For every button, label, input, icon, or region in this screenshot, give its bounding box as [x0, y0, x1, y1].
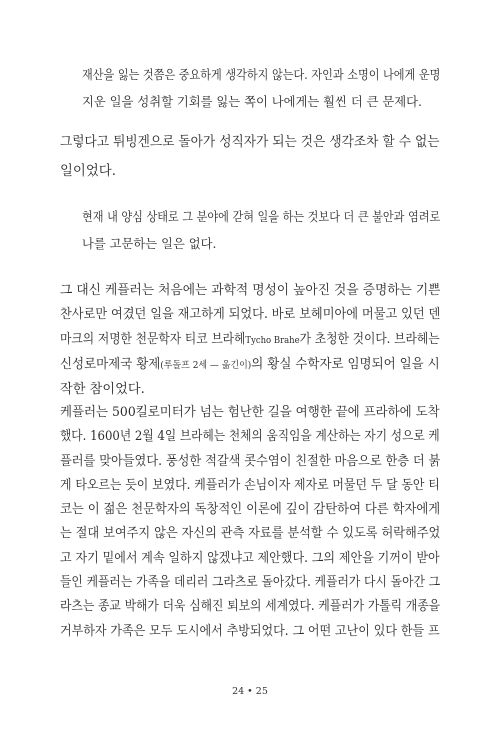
text-line — [60, 353, 462, 378]
line-text: 의 황실 수학자로 임명되어 일을 시 — [251, 356, 440, 372]
line-text: 신성로마제국 황제 — [60, 356, 161, 372]
text-line: 들인 케플러는 가족을 데리러 그라츠로 돌아갔다. 케플러가 다시 돌아간 그 — [60, 575, 441, 591]
line-text: 가 초청한 것이다. 브라헤는 — [299, 331, 440, 347]
text-line: 거부하자 가족은 모두 도시에서 추방되었다. 그 어떤 고난이 있다 한들 프 — [60, 623, 440, 639]
block-quote-1 — [82, 62, 477, 116]
text-line: 현재 내 양심 상태로 그 분야에 갇혀 일을 하는 것보다 더 큰 불안과 염려로 — [82, 210, 441, 224]
text-line: 게 타오르는 듯이 보였다. 케플러가 손님이자 제자로 머물던 두 달 동안 티 — [60, 477, 440, 493]
paragraph-1 — [60, 128, 461, 186]
text-line: 라츠는 종교 박해가 더욱 심해진 퇴보의 세계였다. 케플러가 가톨릭 개종을 — [60, 599, 441, 615]
text-line: 작한 참이었다. — [60, 382, 145, 398]
text-line: 재산을 잃는 것쯤은 중요하게 생각하지 않는다. 자인과 소명이 나에게 운명 — [82, 68, 441, 82]
text-line: 고 자기 밑에서 계속 일하지 않겠냐고 제안했다. 그의 제안을 기꺼이 받아 — [60, 550, 440, 566]
text-line — [60, 328, 440, 353]
page-number: 24 • 25 — [232, 686, 268, 697]
text-line: 했다. 1600년 2월 4일 브라헤는 천체의 움직임을 계산하는 자기 성으로 케 — [60, 429, 440, 445]
block-quote-2 — [82, 204, 477, 258]
text-line: 일이었다. — [60, 164, 116, 179]
text-line: 는 절대 보여주지 않은 자신의 관측 자료를 분석할 수 있도록 허락해주었 — [60, 526, 441, 542]
text-line: 케플러는 500킬로미터가 넘는 험난한 길을 여행한 끝에 프라하에 도착 — [60, 405, 440, 420]
name-annotation: Tycho Brahe — [245, 334, 300, 346]
text-line: 찬사로만 여겼던 일을 재고하게 되었다. 바로 보헤미아에 머물고 있던 덴 — [60, 307, 441, 323]
text-line: 나를 고문하는 일은 없다. — [82, 237, 217, 251]
paragraph-2 — [60, 279, 486, 402]
translator-note: (루돌프 2세 — 옮긴이) — [160, 359, 252, 371]
text-line: 플러를 맞아들였다. 풍성한 적갈색 콧수염이 친절한 마음으로 한층 더 붉 — [60, 453, 441, 469]
text-line: 그렇다고 튀빙겐으로 돌아가 성직자가 되는 것은 생각조차 할 수 없는 — [60, 135, 440, 150]
paragraph-3 — [60, 401, 488, 644]
text-line: 그 대신 케플러는 처음에는 과학적 명성이 높아진 것을 증명하는 기쁜 — [60, 283, 441, 298]
line-text: 마크의 저명한 천문학자 티코 브라헤 — [60, 331, 246, 347]
text-line: 지운 일을 성취할 기회를 잃는 쪽이 나에게는 훨씬 더 큰 문제다. — [82, 95, 422, 109]
text-line: 코는 이 젊은 천문학자의 독창적인 이론에 깊이 감탄하여 다른 학자에게 — [60, 502, 441, 518]
